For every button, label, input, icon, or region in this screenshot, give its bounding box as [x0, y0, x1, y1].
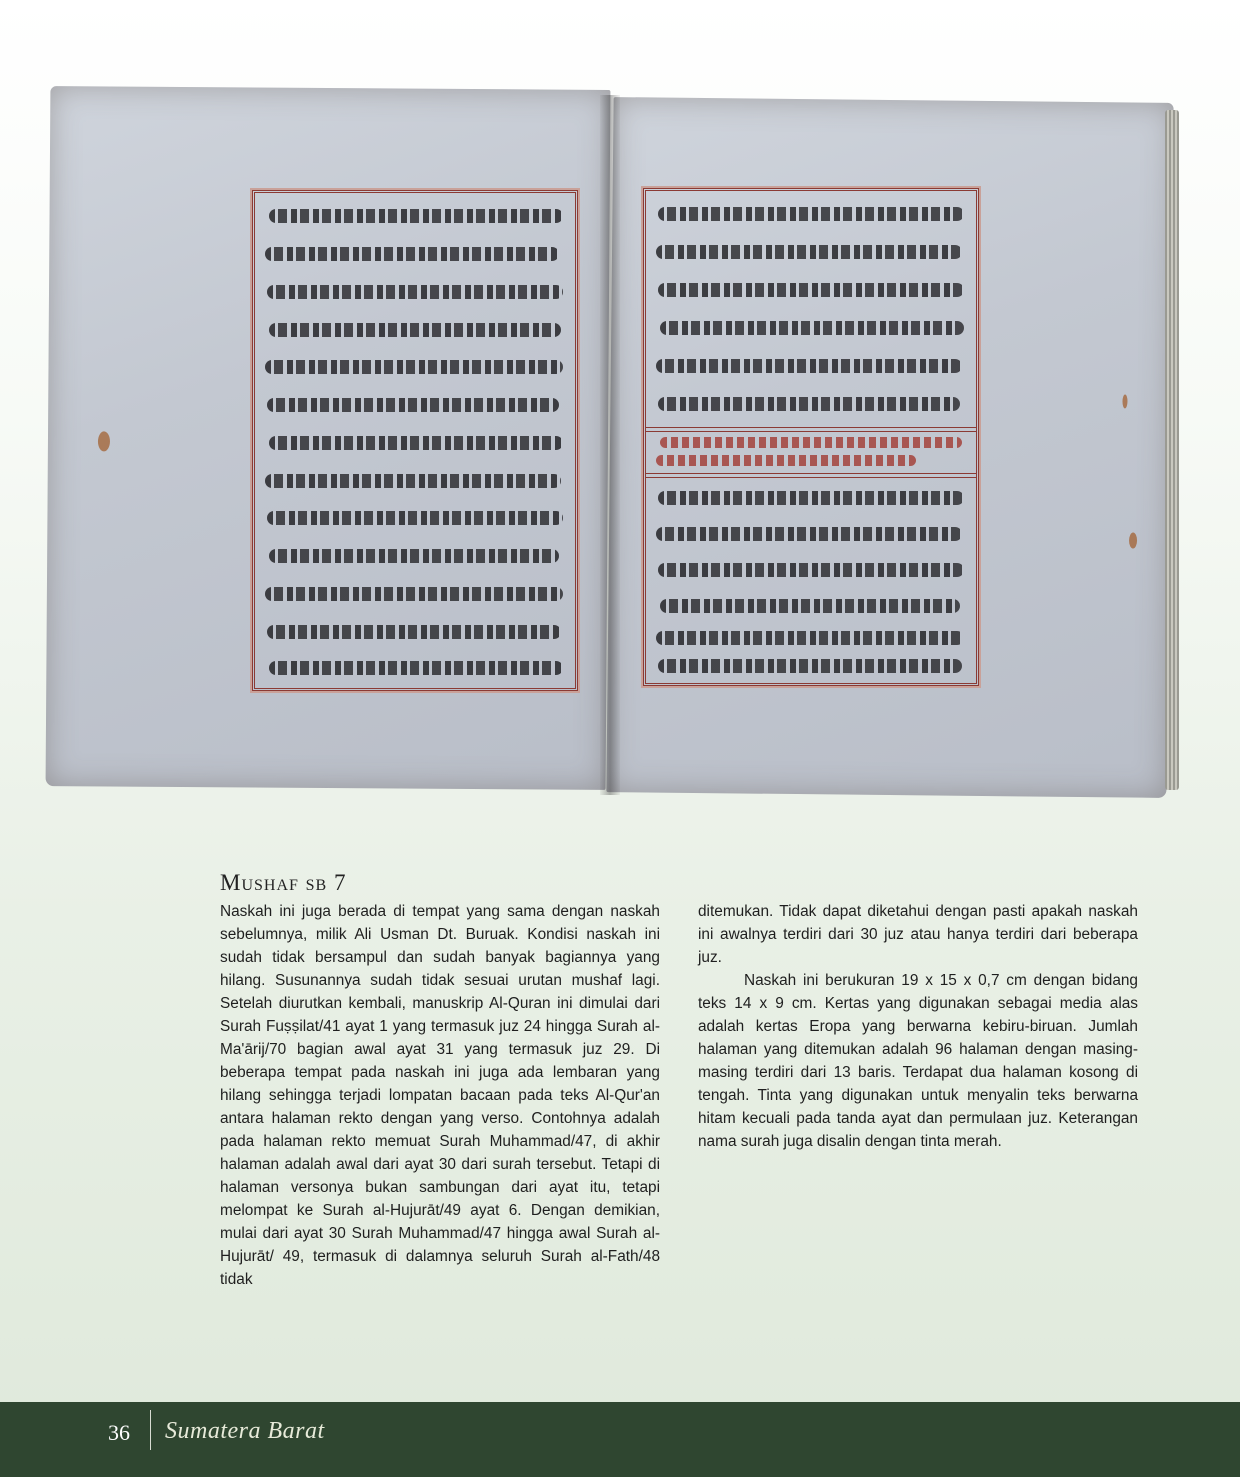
script-line	[267, 625, 561, 639]
script-line	[269, 436, 563, 450]
script-line	[656, 527, 962, 541]
ink-stain	[1129, 533, 1137, 549]
script-line	[658, 397, 960, 411]
publication-title: Sumatera Barat	[165, 1418, 325, 1444]
article-heading: Mushaf sb 7	[220, 870, 347, 895]
script-line	[269, 661, 563, 675]
article-column-right	[698, 900, 1138, 1153]
script-line	[265, 587, 563, 601]
script-line	[267, 511, 563, 525]
left-text-block	[252, 190, 578, 691]
script-line	[658, 207, 964, 221]
script-line	[656, 359, 962, 373]
body-paragraph: Naskah ini berukuran 19 x 15 x 0,7 cm dengan bidang teks 14 x 9 cm. Kertas yang digunakan sebagai media alas adalah kertas Eropa yang berwarna kebiru-biruan. Jumlah halaman yang ditemukan adalah 96 halaman dengan masing-masing terdiri dari 13 baris. Terdapat dua halaman kosong di tengah. Tinta yang digunakan untuk menyalin teks berwarna hitam kecuali pada tanda ayat dan permulaan juz. Keterangan nama surah juga disalin dengan tinta merah.	[698, 972, 1138, 1150]
page-edges	[1165, 110, 1179, 790]
surah-header-rule	[646, 427, 976, 432]
page-number: 36	[108, 1420, 130, 1445]
script-line	[267, 398, 559, 412]
script-line	[267, 285, 563, 299]
script-line	[269, 209, 563, 223]
script-line	[265, 247, 559, 261]
script-line	[656, 631, 964, 645]
ink-stain	[98, 431, 110, 451]
right-text-block	[643, 188, 979, 686]
script-line	[656, 245, 962, 259]
script-line	[269, 549, 559, 563]
footer-divider	[150, 1410, 151, 1450]
script-line	[265, 360, 563, 374]
script-line	[658, 659, 962, 673]
surah-header-red	[660, 437, 962, 448]
article-column-left	[220, 900, 660, 1291]
book-gutter	[600, 95, 620, 795]
body-paragraph: ditemukan. Tidak dapat diketahui dengan pasti apakah naskah ini awalnya terdiri dari 30 juz atau hanya terdiri dari beberapa juz.	[698, 903, 1138, 966]
script-line	[269, 323, 561, 337]
manuscript-photo	[40, 70, 1190, 830]
body-paragraph: Naskah ini juga berada di tempat yang sama dengan naskah sebelumnya, milik Ali Usman Dt. Buruak. Kondisi naskah ini sudah tidak bersampul dan sudah banyak bagiannya yang hilang. Susunannya sudah tidak sesuai urutan mushaf lagi. Setelah diurutkan kembali, manuskrip Al-Quran ini dimulai dari Surah Fuṣṣilat/41 ayat 1 yang termasuk juz 24 hingga Surah al-Ma'ārij/70 bagian awal ayat 31 yang termasuk juz 29. Di beberapa tempat pada naskah ini juga ada lembaran yang hilang sehingga terjadi lompatan bacaan pada teks Al-Qur'an antara halaman rekto dengan yang verso. Contohnya adalah pada halaman rekto memuat Surah Muhammad/47, di akhir halaman adalah awal dari ayat 30 dari surah tersebut. Tetapi di halaman versonya bukan sambungan dari ayat itu, tetapi melompat ke Surah al-Hujurāt/49 ayat 6. Dengan demikian, mulai dari ayat 30 Surah Muhammad/47 hingga awal Surah al-Hujurāt/ 49, termasuk di dalamnya seluruh Surah al-Fath/48 tidak	[220, 903, 660, 1288]
ink-stain	[1122, 394, 1127, 408]
script-line	[658, 491, 964, 505]
script-line	[660, 321, 964, 335]
page-footer	[0, 1402, 1240, 1477]
surah-header-rule	[646, 473, 976, 478]
script-line	[265, 474, 561, 488]
script-line	[658, 563, 964, 577]
basmala-red	[656, 455, 916, 466]
script-line	[658, 283, 964, 297]
script-line	[660, 599, 960, 613]
